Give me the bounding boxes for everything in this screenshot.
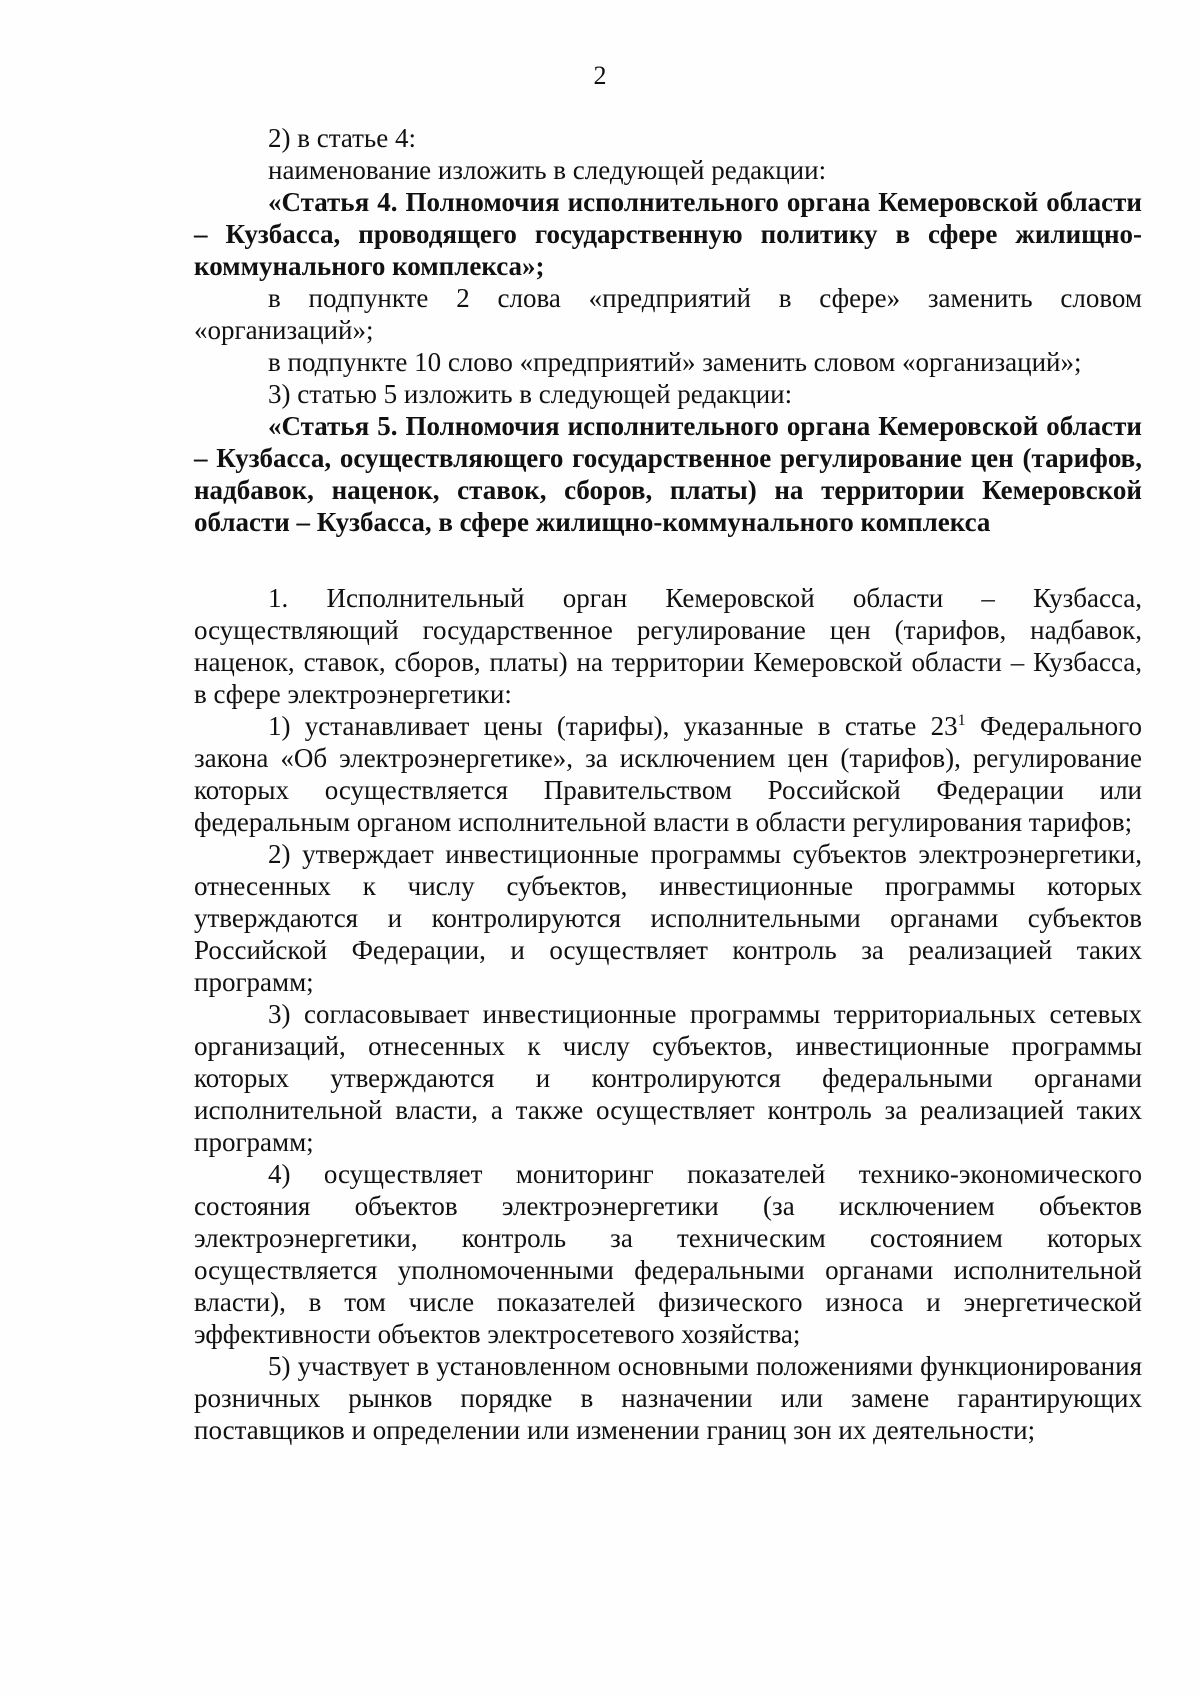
- article-4-title: «Статья 4. Полномочия исполнительного органа Кемеровской области – Кузбасса, проводящего государственную политику в сфере жилищно-коммунального комплекса»;: [194, 187, 1142, 281]
- page-number: 2: [593, 61, 607, 90]
- paragraph-amendment-article-4: 2) в статье 4:: [268, 123, 416, 153]
- subitem-1-text-start: 1) устанавливает цены (тарифы), указанные в статье 23: [268, 711, 958, 741]
- paragraph-item-1: 1. Исполнительный орган Кемеровской области – Кузбасса, осуществляющий государственное регулирование цен (тарифов, надбавок, наценок, ставок, сборов, платы) на территории Кемеровской области – Кузбасса, в сфере электроэнергетики:: [194, 583, 1142, 709]
- paragraph-amendment-article-5: 3) статью 5 изложить в следующей редакции:: [268, 379, 793, 409]
- paragraph-subitem-5: 5) участвует в установленном основными положениями функционирования розничных рынков порядке в назначении или замене гарантирующих поставщиков и определении или изменении границ зон их деятельности;: [194, 1351, 1142, 1445]
- superscript-1: 1: [957, 712, 966, 729]
- blank-line: [194, 538, 1142, 582]
- paragraph-subitem-2: 2) утверждает инвестиционные программы субъектов электроэнергетики, отнесенных к числу субъектов, инвестиционные программы которых утверждаются и контролируются исполнительными органами субъектов Российской Федерации, и осуществляет контроль за реализацией таких программ;: [194, 839, 1142, 997]
- subitem-1-text-end: Федерального закона «Об электроэнергетике», за исключением цен (тарифов), регулирование которых осуществляется Правительством Российской Федерации или федеральным органом исполнительной власти в области регулирования тарифов;: [194, 711, 1142, 837]
- paragraph-rename-instruction: наименование изложить в следующей редакции:: [268, 155, 827, 185]
- paragraph-subitem-4: 4) осуществляет мониторинг показателей технико-экономического состояния объектов электроэнергетики (за исключением объектов электроэнергетики, контроль за техническим состоянием которых осуществляется уполномоченными федеральными органами исполнительной власти), в том числе показателей физического износа и энергетической эффективности объектов электросетевого хозяйства;: [194, 1159, 1142, 1349]
- article-5-title: «Статья 5. Полномочия исполнительного органа Кемеровской области – Кузбасса, осуществляющего государственное регулирование цен (тарифов, надбавок, наценок, ставок, сборов, платы) на территории Кемеровской области – Кузбасса, в сфере жилищно-коммунального комплекса: [194, 411, 1142, 537]
- paragraph-subitem-3: 3) согласовывает инвестиционные программы территориальных сетевых организаций, отнесенных к числу субъектов, инвестиционные программы которых утверждаются и контролируются федеральными органами исполнительной власти, а также осуществляет контроль за реализацией таких программ;: [194, 999, 1142, 1157]
- document-body: [194, 122, 1142, 1446]
- paragraph-subitem-10-change: в подпункте 10 слово «предприятий» заменить словом «организаций»;: [268, 347, 1082, 377]
- paragraph-subitem-2-change: в подпункте 2 слова «предприятий в сфере» заменить словом «организаций»;: [194, 283, 1142, 345]
- paragraph-subitem-1: [194, 710, 1142, 838]
